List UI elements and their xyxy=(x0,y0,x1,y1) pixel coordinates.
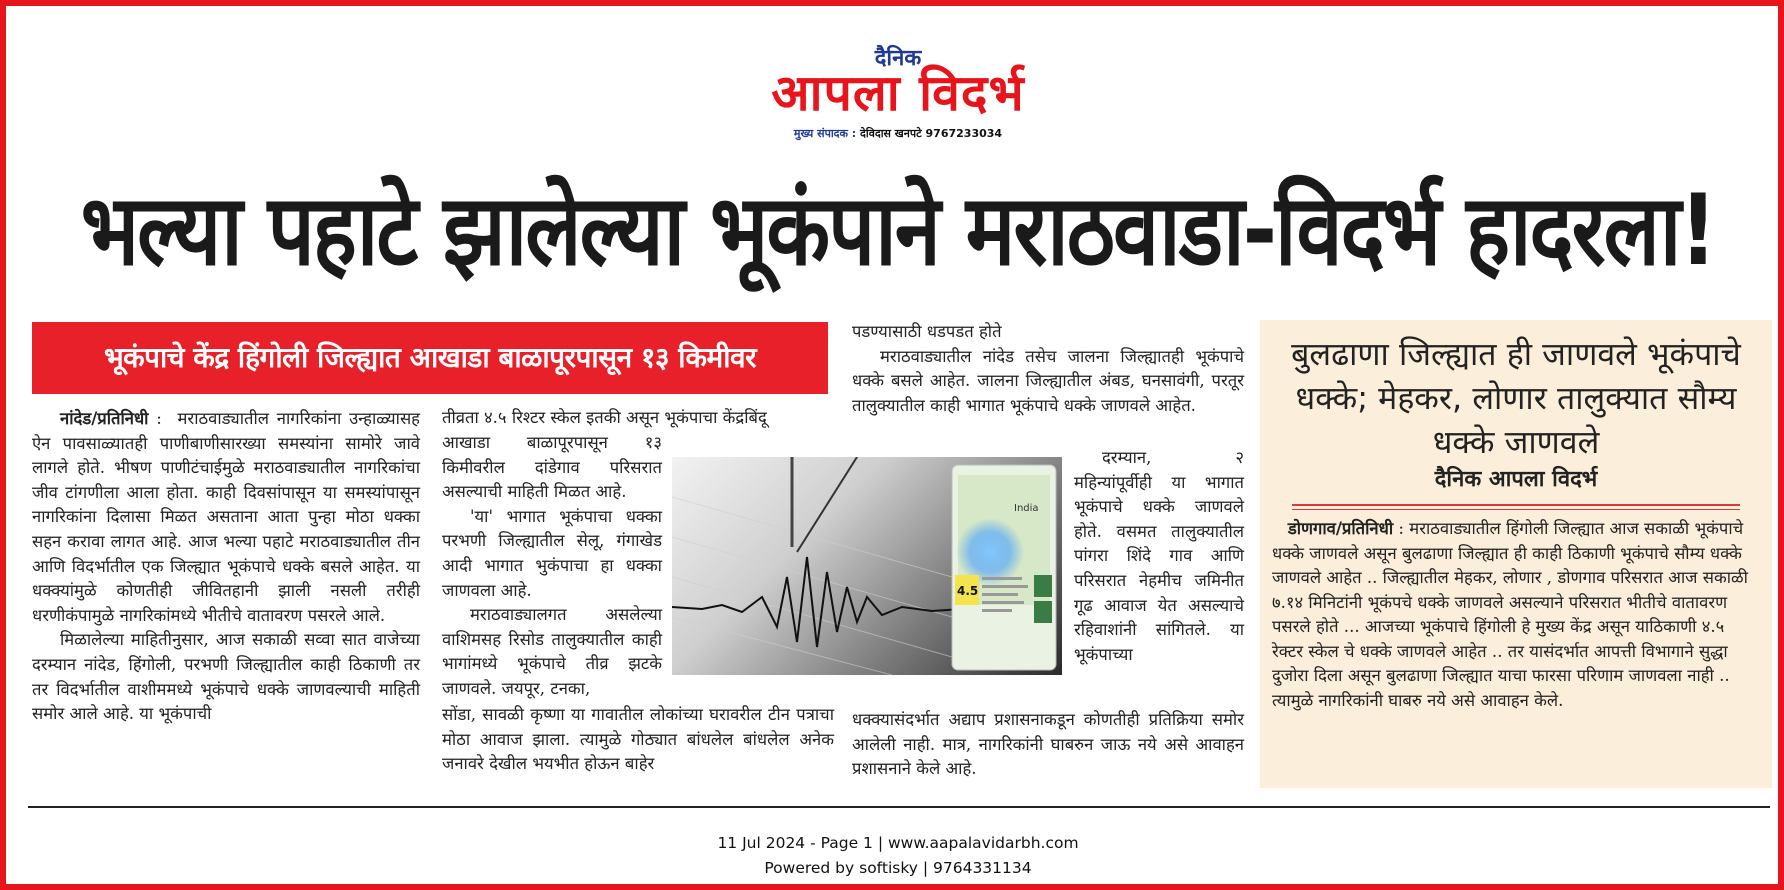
article-col2-bottom: सोंडा, सावळी कृष्णा या गावातील लोकांच्या घरावरील टीन पत्राचा मोठा आवाज झाला. त्यामुळे गोठ्यात बांधलेल बांधलेल अनेक जनावरे देखील भयभीत होऊन बाहेर xyxy=(442,705,834,774)
masthead-title: आपला विदर्भ xyxy=(771,64,1025,122)
sidebar-body xyxy=(1272,516,1756,713)
main-headline: भल्या पहाटे झालेल्या भूकंपाने मराठवाडा-विदर्भ हादरला! xyxy=(80,173,1716,288)
article-col2-top: तीव्रता ४.५ रिश्टर स्केल इतकी असून भूकंपाचा केंद्रबिंदू xyxy=(442,408,767,427)
article-col1-para1: मराठवाड्यातील नागरिकांना उन्हाळ्यासह ऐन पावसाळ्यातही पाणीबाणीसारख्या समस्यांना सामोरे जावे लागले होते. भीषण पाणीटंचाईमुळे मराठवाड्यातील नागरिकांचा जीव टांगणीला आला होता. काही दिवसांपासून या समस्यांपासून नागरिकांना दिलासा मिळत असताना आता पुन्हा मोठा धक्का सहन करावा लागत आहे. आज भल्या पहाटे मराठवाड्यातील तीन आणि विदर्भातील एक जिल्ह्यात भूकंपाचे धक्के बसले आहेत. या धक्क्यांमुळे कोणतीही जीवितहानी झाली नसली तरीही धरणीकंपामुळे नागरिकांमध्ये भीतीचे वातावरण पसरले आले. xyxy=(32,409,420,625)
subheadline-banner: भूकंपाचे केंद्र हिंगोली जिल्ह्यात आखाडा बाळापूरपासून १३ किमीवर xyxy=(32,322,828,394)
editor-label: मुख्य संपादक : xyxy=(793,127,857,140)
sidebar-headline: बुलढाणा जिल्ह्यात ही जाणवले भूकंपाचे धक्के; मेहकर, लोणार तालुक्यात सौम्य धक्के जाणवले xyxy=(1291,335,1741,461)
footer-powered-by: Powered by softisky | 9764331134 xyxy=(764,859,1032,877)
footer-divider xyxy=(28,806,1770,808)
article-column-1: नांदेड/प्रतिनिधी : मराठवाड्यातील नागरिकांना उन्हाळ्यासह ऐन पावसाळ्यातही पाणीबाणीसारख्या समस्यांना सामोरे जावे लागले होते. भीषण पाणीटंचाईमुळे मराठवाड्यातील नागरिकांचा जीव टांगणीला आला होता. काही दिवसांपासून या समस्यांपासून नागरिकांना दिलासा मिळत असताना आता पुन्हा मोठा धक्का सहन करावा लागत आहे. आज भल्या पहाटे मराठवाड्यातील तीन आणि विदर्भातील एक जिल्ह्यात भूकंपाचे धक्के बसले आहेत. या धक्क्यांमुळे कोणतीही जीवितहानी झाली नसली तरीही धरणीकंपामुळे नागरिकांमध्ये भीतीचे वातावरण पसरले आले. मिळालेल्या माहितीनुसार, आज सकाळी सव्वा सात वाजेच्या दरम्यान नांदेड, हिंगोली, परभणी जिल्ह्यातील काही ठिकाणी तर तर विदर्भातील वाशीममध्ये भूकंपाचे धक्के जाणवल्याची माहिती समोर आले आहे. या भूकंपाची xyxy=(32,406,420,727)
article-byline: नांदेड/प्रतिनिधी xyxy=(60,408,149,428)
article-col3-narrow xyxy=(1074,446,1244,667)
article-col3-bottom: धक्क्यासंदर्भात अद्याप प्रशासनाकडून कोणतीही प्रतिक्रिया समोर आलेली नाही. मात्र, नागरिकांनी घाबरुन जाऊ नये असे आवाहन प्रशासनाने केले आहे. xyxy=(852,710,1244,779)
sidebar-divider-thin xyxy=(1292,509,1740,510)
footer-date-site: 11 Jul 2024 - Page 1 | www.aapalavidarbh.com xyxy=(717,834,1079,852)
seismograph-illustration xyxy=(672,457,1062,675)
article-col2-para-c: मराठवाड्यालगत असलेल्या वाशिमसह रिसोड तालुक्यातील काही भागांमध्ये भूकंपाचे तीव्र झटके जाणवले. जयपूर, टनका, xyxy=(442,605,662,698)
sidebar-divider xyxy=(1292,504,1740,506)
article-col3-top-line: पडण्यासाठी धडपडत होते xyxy=(852,322,1002,341)
sidebar-body-text: : मराठवाड्यातील हिंगोली जिल्ह्यात आज सकाळी भूकंपाचे धक्के जाणवले असून बुलढाणा जिल्ह्यात ही काही ठिकाणी भूकंपाचे सौम्य धक्के जाणवले आहेत .. जिल्ह्यातील मेहकर, लोणार , डोणगाव परिसरात आज सकाळी ७.१४ मिनिटांनी भूकंपचे धक्के जाणवले असल्याने परिसरात भीतीचे वातावरण पसरले होते ... आजच्या भूकंपाचे हिंगोली हे मुख्य केंद्र असून याठिकाणी ४.५ रेक्टर स्केल चे धक्के जाणवले आहेत .. तर यासंदर्भात आपत्ती विभागाने सुद्धा दुजोरा दिला असून बुलढाणा जिल्ह्यात याचा फारसा परिणाम जाणवला नाही .. त्यामुळे नागरिकांनी घाबरु नये असे आवाहन केले. xyxy=(1272,519,1748,710)
masthead-small-title: दैनिक xyxy=(874,46,922,71)
sidebar-body-byline: डोणगाव/प्रतिनिधी xyxy=(1287,518,1394,538)
article-col3-right-para: दरम्यान, २ महिन्यांपूर्वीही या भागात भूकंपाचे धक्के जाणवले होते. वसमत तालुक्यातील पांगरा शिंदे गाव आणि परिसरात नेहमीच जमिनीत गूढ आवाज येत असल्याचे रहिवाशांनी सांगितले. या भूकंपाच्या xyxy=(1074,448,1244,664)
editor-line xyxy=(6,127,1784,141)
article-col3-top xyxy=(852,320,1244,418)
map-country-label: India xyxy=(1014,503,1039,514)
article-col2-para-a: आखाडा बाळापूरपासून १३ किमीवरील दांडेगाव परिसरात असल्याची माहिती मिळत आहे. xyxy=(442,433,662,502)
editor-value: देविदास खनपटे 9767233034 xyxy=(860,127,1003,140)
article-col3-para1: मराठवाड्यातील नांदेड तसेच जालना जिल्ह्यातही भूकंपाचे धक्के बसले आहेत. जालना जिल्ह्यातील अंबड, घनसावंगी, परतूर तालुक्यातील काही भागात भूकंपाचे धक्के जाणवले आहेत. xyxy=(852,346,1244,415)
article-col1-para2: मिळालेल्या माहितीनुसार, आज सकाळी सव्वा सात वाजेच्या दरम्यान नांदेड, हिंगोली, परभणी जिल्ह्यातील काही ठिकाणी तर तर विदर्भातील वाशीममध्ये भूकंपाचे धक्के जाणवल्याची माहिती समोर आले आहे. या भूकंपाची xyxy=(32,630,420,724)
sidebar-byline: दैनिक आपला विदर्भ xyxy=(1434,467,1598,492)
map-magnitude-label: 4.5 xyxy=(957,584,979,598)
seismograph-photo xyxy=(672,457,1062,675)
article-col2-narrow xyxy=(442,431,662,702)
article-col2-para-b: 'या' भागात भूकंपाचा धक्का परभणी जिल्ह्यातील सेलू, गंगाखेड आदी भागात भुकंपाचा हा धक्का जाणवला आहे. xyxy=(442,506,662,600)
